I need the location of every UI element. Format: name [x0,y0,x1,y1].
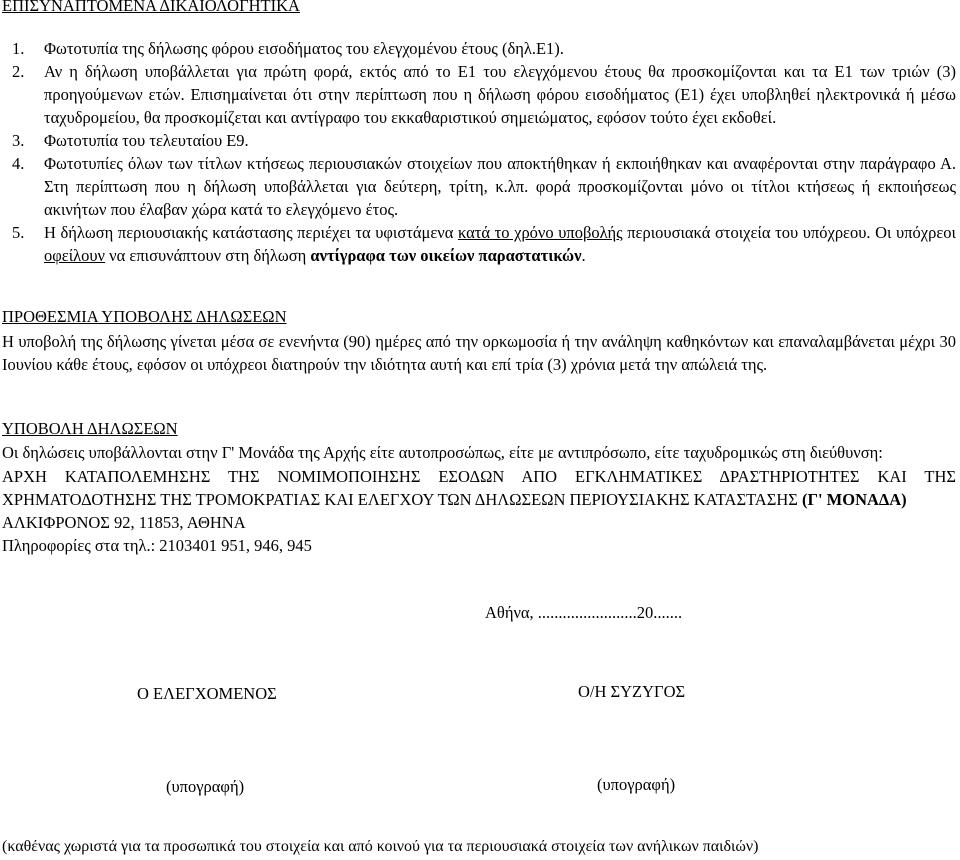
item5-underline-time: κατά το χρόνο υποβολής [457,223,623,242]
authority-text: ΑΡΧΗ ΚΑΤΑΠΟΛΕΜΗΣΗΣ ΤΗΣ ΝΟΜΙΜΟΠΟΙΗΣΗΣ ΕΣΟΔΩΝ ΑΠΟ ΕΓΚΛΗΜΑΤΙΚΕΣ ΔΡΑΣΤΗΡΙΟΤΗΤΕΣ ΚΑΙ ΤΗΣ ΧΡΗΜΑΤΟΔΟΤΗΣΗΣ ΤΗΣ ΤΡΟΜΟΚΡΑΤΙΑΣ ΚΑΙ ΕΛΕΓΧΟΥ ΤΩΝ ΔΗΛΩΣΕΩΝ ΠΕΡΙΟΥΣΙΑΚΗΣ ΚΑΤΑΣΤΑΣΗΣ [2,467,956,509]
authority-phone: Πληροφορίες στα τηλ.: 2103401 951, 946, 945 [2,536,312,555]
deadline-heading-part1: ΠΡΟΘΕΣΜΙΑ ΥΠΟΒΟΛΗΣ [2,307,196,326]
submission-heading [2,417,956,440]
deadline-section [2,305,956,376]
attachment-item-1 [12,37,956,60]
authority-name [2,465,956,511]
item5-part3: περιουσιακά στοιχεία του υπόχρεου. Οι υπόχρεοι [622,223,956,242]
signatures-footnote: (καθένας χωριστά για τα προσωπικά του στοιχεία και από κοινού για τα περιουσιακά στοιχεία των ανήλικων παιδιών) [2,838,759,855]
item-text: Φωτοτυπία της δήλωσης φόρου εισοδήματος του ελεγχομένου έτους (δηλ.Ε1). [44,39,564,58]
place-date: Αθήνα, ........................20....... [485,603,683,622]
authority-address: ΑΛΚΙΦΡΟΝΟΣ 92, 11853, ΑΘΗΝΑ [2,513,246,532]
item-number: 4. [12,154,25,173]
item5-part5: να επισυνάπτουν στη δήλωση [105,246,311,265]
item-number: 2. [12,62,25,81]
authority-unit: (Γ' ΜΟΝΑΔΑ) [801,490,907,509]
attachment-item-4 [12,152,956,221]
audited-label: Ο ΕΛΕΓΧΟΜΕΝΟΣ [137,684,277,703]
item-number: 5. [12,223,25,242]
item-text: Φωτοτυπία του τελευταίου Ε9. [44,131,249,150]
deadline-heading-part2: ΔΗΛΩΣΕΩΝ [195,307,287,326]
item5-part1: Η δήλωση περιουσιακής κατάστασης περιέχει τα υφιστάμενα [44,223,458,242]
signature-left: (υπογραφή) [166,777,245,796]
submission-heading-part1: ΥΠΟΒΟΛΗ [2,419,87,438]
submission-heading-part2: ΔΗΛΩΣΕΩΝ [86,419,178,438]
signature-right: (υπογραφή) [597,775,676,794]
deadline-heading [2,305,956,328]
attachment-item-3 [12,129,956,152]
item5-part7: . [581,246,586,265]
item5-bold-copies: αντίγραφα των οικείων παραστατικών [310,246,582,265]
attachment-item-5 [12,221,956,267]
item-number: 1. [12,39,25,58]
item-text: Φωτοτυπίες όλων των τίτλων κτήσεως περιουσιακών στοιχείων που αποκτήθηκαν ή εκποιήθηκαν και αναφέρονται στην παράγραφο Α. Στη περίπτωση που η δήλωση υποβάλλεται για δεύτερη, τρίτη, κ.λπ. φορά προσκομίζονται μόνο οι τίτλοι κτήσεως ή εκποιήσεως ακινήτων που έλαβαν χώρα κατά το ελεγχόμενο έτος. [44,154,956,219]
attachments-list [12,37,956,267]
deadline-text: Η υποβολή της δήλωσης γίνεται μέσα σε ενενήντα (90) ημέρες από την ορκωμοσία ή την ανάληψη καθηκόντων και επαναλαμβάνεται μέχρι 30 Ιουνίου κάθε έτους, εφόσον οι υπόχρεοι διατηρούν την ιδιότητα αυτή και επί τρία (3) χρόνια μετά την απώλειά της. [2,332,956,374]
submission-text: Οι δηλώσεις υποβάλλονται στην Γ' Μονάδα της Αρχής είτε αυτοπροσώπως, είτε με αντιπρόσωπο, είτε ταχυδρομικώς στη διεύθυνση: [2,443,883,462]
item-text: Αν η δήλωση υποβάλλεται για πρώτη φορά, εκτός από το Ε1 του ελεγχόμενου έτους θα προσκομίζονται και τα Ε1 των τριών (3) προηγούμενων ετών. Επισημαίνεται ότι στην περίπτωση που η δήλωση φόρου εισοδήματος (Ε1) έχει υποβληθεί ηλεκτρονικά ή μέσω ταχυδρομείου, θα προσκομίζεται και αντίγραφο του εκκαθαριστικού σημειώματος, εφόσον τούτο έχει εκδοθεί. [44,62,956,127]
submission-section [2,417,956,557]
attachment-item-2 [12,60,956,129]
spouse-label: Ο/Η ΣΥΖΥΓΟΣ [578,682,686,701]
item-number: 3. [12,131,25,150]
item5-underline-obliged: οφείλουν [44,246,106,265]
attachments-heading: ΕΠΙΣΥΝΑΠΤΟΜΕΝΑ ΔΙΚΑΙΟΛΟΓΗΤΙΚΑ [2,0,300,15]
